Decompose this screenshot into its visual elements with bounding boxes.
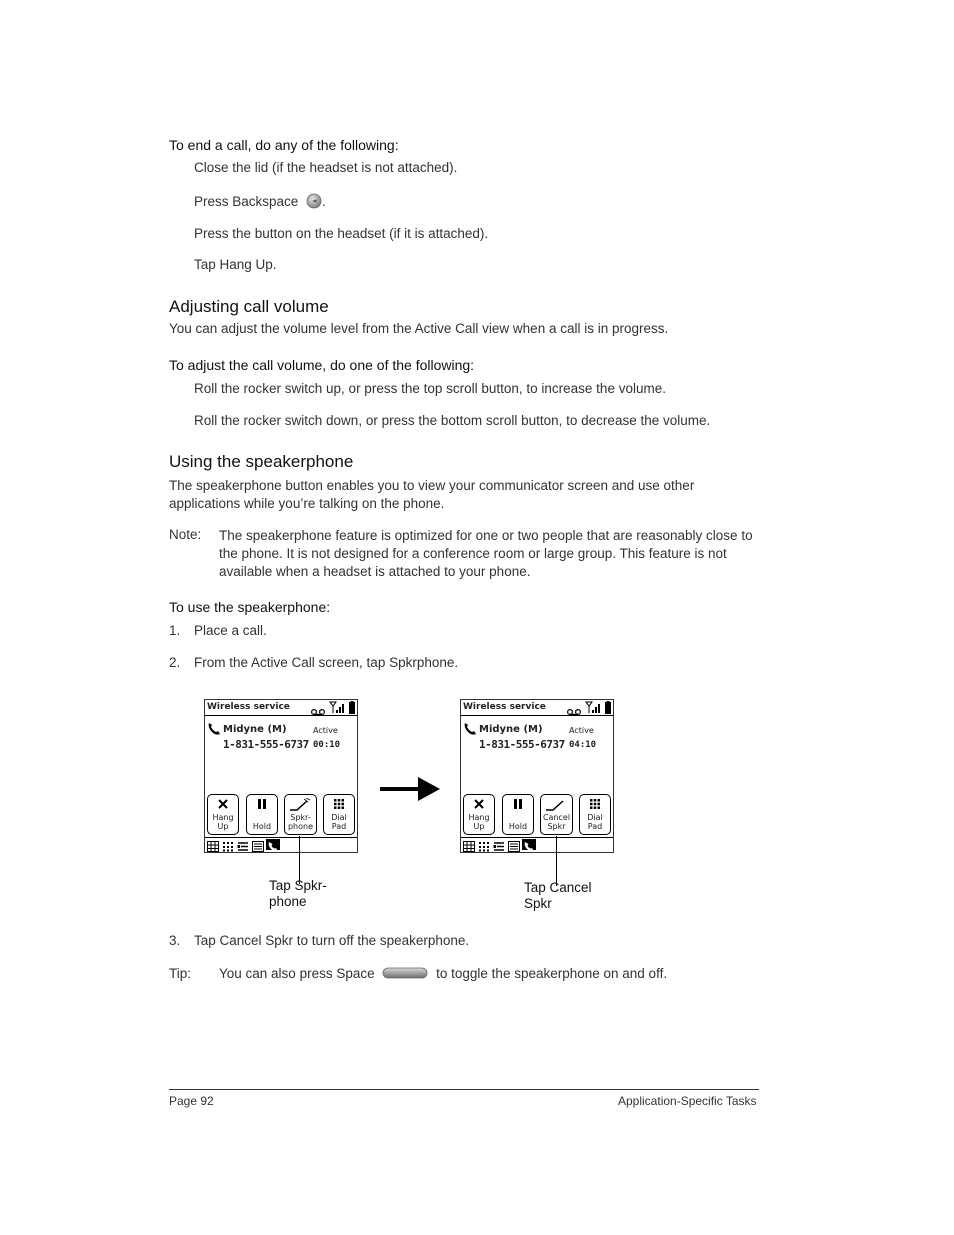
right-arrow-icon — [378, 774, 442, 804]
voicemail-icon — [567, 703, 581, 721]
end-call-item-backspace-period: . — [322, 194, 326, 210]
footer-page-number: Page 92 — [169, 1094, 214, 1108]
step-text: Place a call. — [194, 623, 267, 638]
hang-up-icon — [473, 798, 485, 810]
hang-up-button[interactable] — [463, 794, 495, 835]
phone-handset-icon — [207, 722, 221, 741]
cancel-speaker-icon — [545, 798, 567, 812]
end-call-item-backspace-text: Press Backspace — [194, 194, 299, 210]
voicemail-icon — [311, 703, 325, 721]
end-call-item-lid: Close the lid (if the headset is not attached). — [194, 160, 458, 175]
footer-rule — [169, 1089, 759, 1090]
hold-icon — [512, 798, 524, 810]
end-call-item-backspace — [194, 193, 326, 212]
dial-grid-icon[interactable] — [478, 839, 490, 850]
note-label: Note: — [169, 527, 202, 542]
hang-up-button[interactable] — [207, 794, 239, 835]
battery-icon — [605, 701, 611, 719]
tip-text — [219, 966, 667, 982]
end-call-heading: To end a call, do any of the following: — [169, 137, 399, 153]
speaker-intro: The speakerphone button enables you to view your communicator screen and use other applications while you’re talking on the phone. — [169, 478, 695, 511]
hang-up-icon — [217, 798, 229, 810]
dial-pad-icon — [589, 798, 601, 810]
tip-text-before: You can also press Space — [219, 966, 375, 981]
volume-item-down: Roll the rocker switch down, or press the bottom scroll button, to decrease the volume. — [194, 413, 711, 428]
button-label: Hang Up — [212, 813, 234, 831]
signal-strength-icon — [329, 701, 345, 719]
end-call-item-headset: Press the button on the headset (if it is attached). — [194, 226, 489, 241]
volume-procedure-heading: To adjust the call volume, do one of the following: — [169, 357, 475, 373]
list-icon[interactable] — [252, 839, 264, 850]
call-timer: 04:10 — [569, 740, 597, 750]
speed-dial-icon[interactable] — [237, 839, 249, 850]
dial-pad-button[interactable] — [323, 794, 355, 835]
speaker-section-title: Using the speakerphone — [169, 452, 354, 471]
end-call-item-hang-up: Tap Hang Up. — [194, 257, 277, 272]
service-label: Wireless service — [207, 702, 290, 712]
dial-grid-icon[interactable] — [222, 839, 234, 850]
backspace-key-icon — [306, 193, 322, 212]
app-tray — [205, 837, 357, 852]
app-tray — [461, 837, 613, 852]
callout-line-spkrphone — [299, 836, 300, 884]
active-call-tab-icon[interactable] — [266, 839, 280, 850]
volume-section-title: Adjusting call volume — [169, 297, 329, 316]
volume-intro: You can adjust the volume level from the Active Call view when a call is in progress. — [169, 321, 669, 336]
footer-section-title: Application-Specific Tasks — [618, 1094, 757, 1108]
app-grid-icon[interactable] — [463, 839, 475, 850]
volume-item-up: Roll the rocker switch up, or press the top scroll button, to increase the volume. — [194, 381, 666, 396]
hold-button[interactable] — [502, 794, 534, 835]
dial-pad-button[interactable] — [579, 794, 611, 835]
note-text: The speakerphone feature is optimized for one or two people that are reasonably close to the phone. It is not designed for a conference room or large group. This feature is not available when a headset is attached to your phone. — [219, 528, 753, 579]
list-icon[interactable] — [508, 839, 520, 850]
status-bar — [461, 700, 613, 716]
speed-dial-icon[interactable] — [493, 839, 505, 850]
signal-strength-icon — [585, 701, 601, 719]
speakerphone-button[interactable] — [284, 794, 317, 835]
active-call-screen-after — [460, 699, 614, 853]
button-label: Hang Up — [468, 813, 490, 831]
callout-line-cancel-spkr — [556, 836, 557, 886]
step-text: From the Active Call screen, tap Spkrphone. — [194, 655, 459, 670]
active-call-screen-before — [204, 699, 358, 853]
button-label: Dial Pad — [587, 813, 603, 831]
tip-label: Tip: — [169, 966, 192, 981]
caller-name: Midyne (M) — [479, 724, 543, 735]
active-call-tab-icon[interactable] — [522, 839, 536, 850]
phone-handset-icon — [463, 722, 477, 741]
step-number: 1. — [169, 623, 181, 638]
step-text: Tap Cancel Spkr to turn off the speakerphone. — [194, 933, 470, 948]
hold-button[interactable] — [246, 794, 278, 835]
caller-number: 1-831-555-6737 — [479, 738, 565, 751]
tip-text-after: to toggle the speakerphone on and off. — [436, 966, 668, 981]
button-label: Hold — [252, 822, 272, 831]
speaker-procedure-heading: To use the speakerphone: — [169, 599, 331, 615]
call-status: Active — [569, 726, 594, 735]
battery-icon — [349, 701, 355, 719]
step-number: 2. — [169, 655, 181, 670]
step-number: 3. — [169, 933, 181, 948]
button-label: Hold — [508, 822, 528, 831]
space-key-icon — [382, 967, 428, 982]
button-label: Spkr-phone — [287, 813, 314, 831]
speakerphone-icon — [289, 798, 311, 812]
button-label: Dial Pad — [331, 813, 347, 831]
callout-tap-cancel-spkr: Tap Cancel Spkr — [524, 880, 592, 911]
caller-name: Midyne (M) — [223, 724, 287, 735]
caller-number: 1-831-555-6737 — [223, 738, 309, 751]
cancel-speaker-button[interactable] — [540, 794, 573, 835]
call-status: Active — [313, 726, 338, 735]
callout-tap-spkrphone: Tap Spkr-phone — [269, 878, 327, 909]
dial-pad-icon — [333, 798, 345, 810]
button-label: Cancel Spkr — [542, 813, 571, 831]
hold-icon — [256, 798, 268, 810]
service-label: Wireless service — [463, 702, 546, 712]
call-timer: 00:10 — [313, 740, 341, 750]
app-grid-icon[interactable] — [207, 839, 219, 850]
status-bar — [205, 700, 357, 716]
